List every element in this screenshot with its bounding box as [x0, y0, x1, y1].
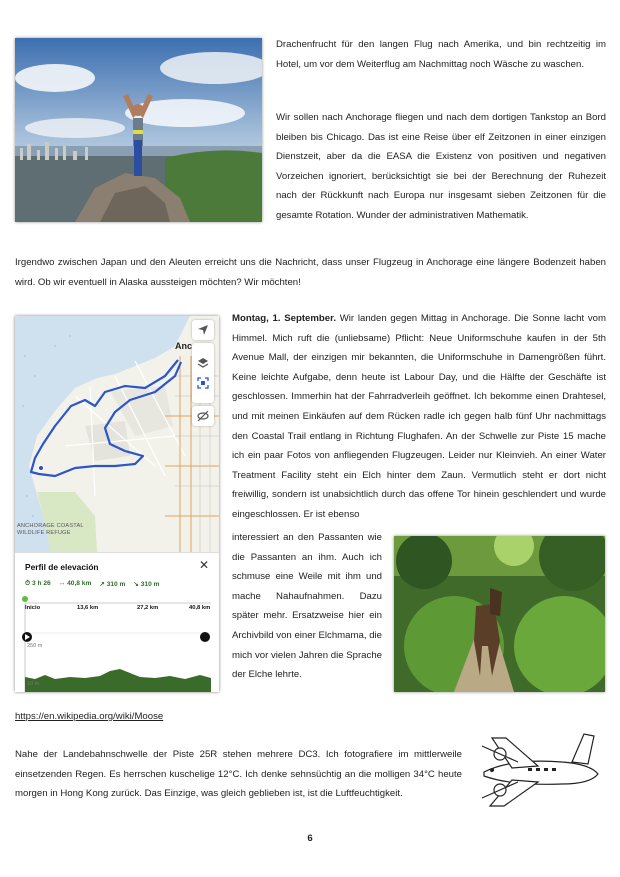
elevation-min-label: 10 m — [27, 681, 40, 687]
distance-icon: ↔ — [58, 580, 68, 587]
elevation-max-label: 250 m — [27, 643, 43, 649]
route-map-screenshot — [15, 316, 219, 692]
descent-stat: ↘ 310 m — [133, 581, 160, 588]
yoga-photo — [15, 38, 262, 222]
elevation-title: Perfil de elevación — [25, 562, 99, 572]
city-label: Anc — [175, 341, 193, 351]
ascent-icon: ↗ — [99, 581, 107, 588]
refuge-label — [17, 523, 84, 537]
descent-icon: ↘ — [133, 581, 141, 588]
map-tools — [192, 343, 214, 403]
duration-stat: ⏱ 3 h 26 — [25, 580, 51, 587]
route-map — [15, 316, 219, 552]
refuge-label-line2: WILDLIFE REFUGE — [17, 530, 71, 536]
wikipedia-moose-link[interactable]: https://en.wikipedia.org/wiki/Moose — [15, 711, 164, 722]
tick-label: 13,6 km — [77, 605, 99, 611]
paragraph-anchorage-flight: Wir sollen nach Anchorage fliegen und nach dem dortigen Tankstop an Bord bleiben bis Chicago. Das ist eine Reise über elf Zeitzonen in einer einzigen Dienstzeit, aber da die EASA die Existenz von positiven und negativen Vorzeichen ignoriert, berücksichtigt sie bei der Berechnung der Ruhezeit nach der Rückkunft nach Europa nur insgesamt sieben Zeitzonen für die gesamte Rotation. Wunder der administrativen Mathematik. — [276, 112, 606, 221]
route-stats — [25, 580, 159, 588]
distance-stat: ↔ 40,8 km — [58, 580, 92, 587]
navigate-button[interactable] — [192, 320, 214, 340]
paragraph-intro: Drachenfrucht für den langen Flug nach Amerika, und bin rechtzeitig im Hotel, um vor dem Weiterflug am Nachmittag noch Wäsche zu waschen. — [276, 39, 606, 70]
tick-label: Inicio — [25, 605, 41, 611]
date-heading: Montag, 1. September. — [232, 313, 336, 324]
page-number: 6 — [307, 833, 313, 844]
clock-icon: ⏱ — [25, 580, 32, 587]
frame-icon[interactable] — [197, 377, 209, 389]
finish-icon[interactable] — [200, 632, 210, 642]
start-marker — [22, 596, 28, 602]
hide-route-button[interactable] — [192, 406, 214, 426]
dc3-cartoon — [472, 728, 606, 810]
paragraph-september-1-text: Wir landen gegen Mittag in Anchorage. Die Sonne lacht vom Himmel. Mich ruft die (unliebsame) Pflicht: Neue Uniformschuhe kaufen in der 5th Avenue Mall, der einzigen mir bekannten, die Uniformschuhe in Damengrößen führt. Keine leichte Aufgabe, denn heute ist Labour Day, und die Hälfte der Geschäfte ist geschlossen. Immerhin hat der Fahrradverleih geöffnet. Ich bekomme einen Drahtesel, und mit meinen Einkäufen auf dem Rücken radle ich gegen halb fünf Uhr nachmittags den Coastal Trail entlang in Richtung Flughafen. An der Schwelle zur Piste 15 mache ich ein paar Fotos von anfliegenden Flugzeugen. Leider nur Kleinvieh. An einer Water Treatment Facility steht ein Elch hinter dem Zaun. Vermutlich steht er dort nicht freiwillig, sondern ist unabsichtlich durch das offene Tor hinein geschlendert und wurde eingeschlossen. Er ist ebenso — [232, 313, 607, 520]
paragraph-moose: interessiert an den Passanten wie die Passanten an ihm. Auch ich schmuse eine Weile mit ihm und mache Nahaufnahmen. Dazu später mehr. Ersatzweise hier ein Archivbild von einer Elchmama, die mich vor vielen Jahren die Sprache der Elche lehrte. — [232, 532, 382, 681]
tick-label: 40,8 km — [189, 605, 211, 611]
hide-icon — [197, 410, 209, 422]
ascent-stat: ↗ 310 m — [99, 581, 126, 588]
navigate-icon — [197, 324, 209, 336]
tick-label: 27,2 km — [137, 605, 159, 611]
paragraph-dc3: Nahe der Landebahnschwelle der Piste 25R stehen mehrere DC3. Ich fotografiere im mittlerweile einsetzenden Regen. Es herrschen kuschelige 12°C. Ich denke sehnsüchtig an die molligen 34°C heute morgen in Hong Kong zurück. Das Einzige, was gleich geblieben ist, ist die Luftfeuchtigkeit. — [15, 749, 462, 800]
paragraph-september-1 — [232, 309, 606, 525]
moose-photo — [394, 536, 605, 692]
elevation-panel — [15, 552, 219, 692]
refuge-label-line1: ANCHORAGE COASTAL — [17, 523, 84, 529]
paragraph-aleutians: Irgendwo zwischen Japan und den Aleuten erreicht uns die Nachricht, dass unser Flugzeug in Anchorage eine längere Bodenzeit haben wird. Ob wir eventuell in Alaska aussteigen möchten? Wir möchten! — [15, 257, 606, 288]
layers-icon[interactable] — [197, 357, 209, 369]
map-canvas — [15, 316, 219, 552]
close-icon[interactable]: ✕ — [198, 558, 209, 572]
